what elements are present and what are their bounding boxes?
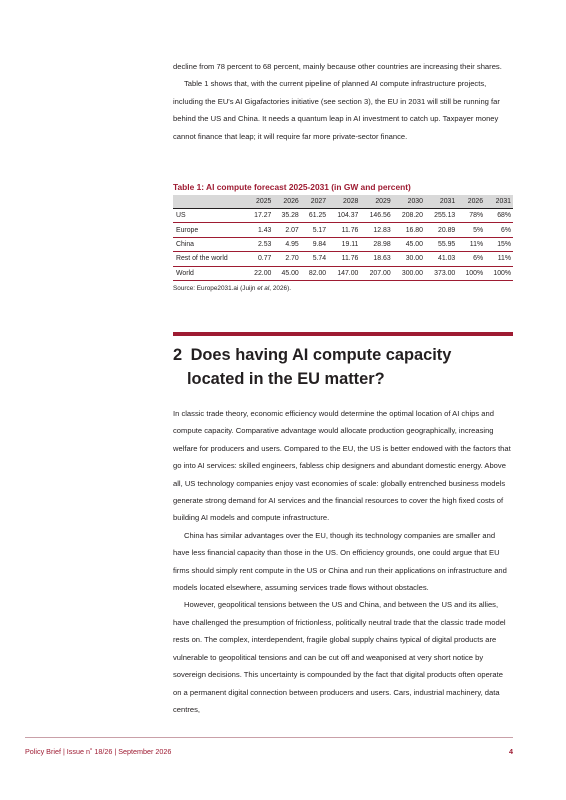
table-cell: 82.00 — [301, 266, 328, 280]
table-cell: 104.37 — [328, 209, 360, 223]
body-paragraph-2: China has similar advantages over the EU, though its technology companies are smaller and have less financial capacity than those in the US. On efficiency grounds, one could argue that EU firms should simply rent compute in the US or China and run their applications on infrastructure and models located elsewhere, assuming services trade flows without obstacles. — [173, 530, 507, 593]
table-cell: 0.77 — [246, 252, 273, 266]
table-row — [173, 209, 513, 223]
section-divider — [173, 332, 513, 336]
table-cell: 255.13 — [425, 209, 457, 223]
table-cell: 41.03 — [425, 252, 457, 266]
header-cell: 2025 — [246, 195, 273, 209]
table-cell: 2.07 — [273, 223, 300, 237]
table-cell: 2.53 — [246, 237, 273, 251]
table-cell: 28.98 — [360, 237, 392, 251]
table-cell: 6% — [457, 252, 485, 266]
section-title-line-2: located in the EU matter? — [187, 370, 385, 388]
table-cell: 300.00 — [393, 266, 425, 280]
table-cell: 5.17 — [301, 223, 328, 237]
table-cell: 11% — [485, 252, 513, 266]
table-cell: 208.20 — [393, 209, 425, 223]
table-cell: 11.76 — [328, 223, 360, 237]
table-cell: US — [173, 209, 246, 223]
intro-text — [173, 58, 513, 145]
source-italic: et al — [257, 285, 270, 292]
table-cell: Europe — [173, 223, 246, 237]
table-cell: 11% — [457, 237, 485, 251]
footer-publication-info: Policy Brief | Issue n˚ 18/26 | September 2026 — [25, 747, 172, 756]
section-heading — [173, 343, 513, 391]
table-title: Table 1: AI compute forecast 2025-2031 (in GW and percent) — [173, 182, 411, 192]
body-paragraph-1: In classic trade theory, economic efficiency would determine the optimal location of AI chips and compute capacity. Comparative advantage would allocate production geographically, increasing welfare for producers and users. Compared to the EU, the US is better endowed with the factors that go into AI services: skilled engineers, fabless chip designers and abundant domestic energy. Above all, US technology companies enjoy vast economies of scale: globally entrenched business models generate strong demand for AI services and the financial resources to cover the high fixed costs of building AI models and compute infrastructure. — [173, 409, 511, 523]
table-cell: 20.89 — [425, 223, 457, 237]
table-cell: 100% — [485, 266, 513, 280]
table-row — [173, 237, 513, 251]
table-cell: 11.76 — [328, 252, 360, 266]
table-source — [173, 285, 513, 292]
table-cell: 55.95 — [425, 237, 457, 251]
source-suffix: , 2026). — [269, 285, 291, 292]
header-cell: 2026 — [273, 195, 300, 209]
table-cell: 5.74 — [301, 252, 328, 266]
table-cell: 4.95 — [273, 237, 300, 251]
table-cell: 9.84 — [301, 237, 328, 251]
table-cell: 6% — [485, 223, 513, 237]
table-cell: 207.00 — [360, 266, 392, 280]
table-cell: 146.56 — [360, 209, 392, 223]
table-cell: 18.63 — [360, 252, 392, 266]
header-cell — [173, 195, 246, 209]
table-header-row — [173, 195, 513, 209]
table-row — [173, 223, 513, 237]
table-cell: 45.00 — [393, 237, 425, 251]
footer-divider — [25, 737, 513, 738]
table-cell: 5% — [457, 223, 485, 237]
page-number: 4 — [509, 747, 513, 756]
table-cell: World — [173, 266, 246, 280]
table-cell: 147.00 — [328, 266, 360, 280]
header-cell: 2029 — [360, 195, 392, 209]
table-cell: 19.11 — [328, 237, 360, 251]
header-cell: 2031 — [485, 195, 513, 209]
table-cell: 68% — [485, 209, 513, 223]
source-prefix: Source: Europe2031.ai (Juijn — [173, 285, 258, 292]
section-title-line-1: Does having AI compute capacity — [190, 346, 452, 364]
header-cell: 2030 — [393, 195, 425, 209]
header-cell: 2026 — [457, 195, 485, 209]
table-row — [173, 252, 513, 266]
table-cell: 373.00 — [425, 266, 457, 280]
table-cell: 100% — [457, 266, 485, 280]
page-footer — [25, 747, 513, 756]
table-cell: 30.00 — [393, 252, 425, 266]
table-row — [173, 266, 513, 280]
header-cell: 2031 — [425, 195, 457, 209]
header-cell: 2028 — [328, 195, 360, 209]
table-cell: 61.25 — [301, 209, 328, 223]
table-cell: 16.80 — [393, 223, 425, 237]
table-cell: 1.43 — [246, 223, 273, 237]
table-cell: 17.27 — [246, 209, 273, 223]
table-cell: 35.28 — [273, 209, 300, 223]
section-body — [173, 405, 513, 718]
table-cell: 45.00 — [273, 266, 300, 280]
table-cell: 78% — [457, 209, 485, 223]
table-cell: 2.70 — [273, 252, 300, 266]
table-cell: Rest of the world — [173, 252, 246, 266]
ai-compute-table — [173, 195, 513, 281]
table-cell: 15% — [485, 237, 513, 251]
section-number: 2 — [173, 346, 183, 364]
table-cell: 12.83 — [360, 223, 392, 237]
table-cell: China — [173, 237, 246, 251]
intro-paragraph-1: decline from 78 percent to 68 percent, mainly because other countries are increasing their shares. — [173, 62, 502, 71]
table-cell: 22.00 — [246, 266, 273, 280]
intro-paragraph-2: Table 1 shows that, with the current pipeline of planned AI compute infrastructure projects, including the EU's AI Gigafactories initiative (see section 3), the EU in 2031 will still be running far behind the US and China. It needs a quantum leap in AI investment to catch up. Taxpayer money cannot finance that leap; it will require far more private-sector finance. — [173, 79, 500, 141]
header-cell: 2027 — [301, 195, 328, 209]
body-paragraph-3: However, geopolitical tensions between the US and China, and between the US and its allies, have challenged the presumption of frictionless, politically neutral trade that the classic trade model rests on. The complex, interdependent, fragile global supply chains typical of digital products are vulnerable to geopolitical tensions and can be cut off and weaponised at very short notice by sovereign decisions. This uncertainty is compounded by the fact that digital products often operate on a permanent digital connection between producers and users. Cars, industrial machinery, data centres, — [173, 600, 506, 714]
